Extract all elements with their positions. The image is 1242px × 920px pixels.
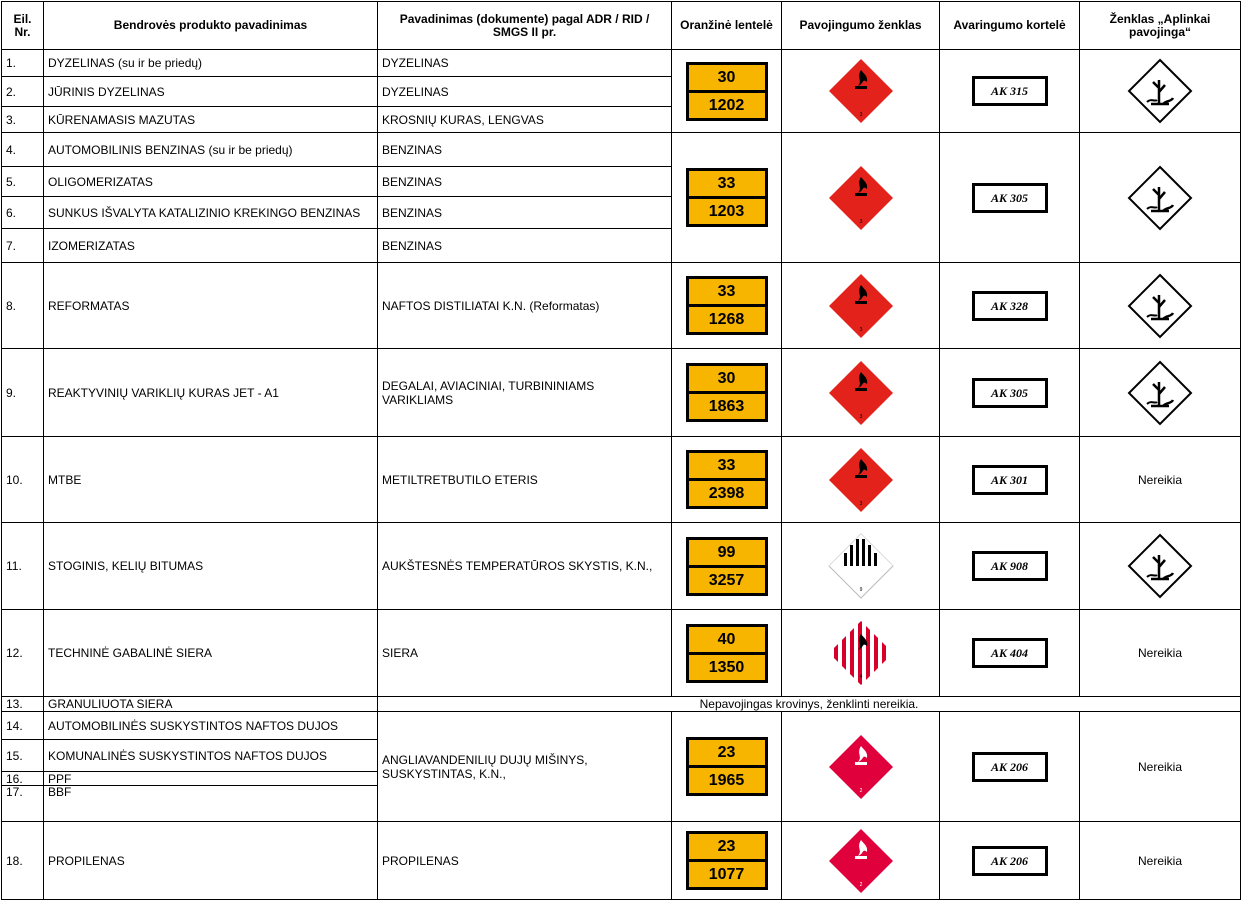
emergency-card-box: AK 328 [972,291,1048,321]
doc-name: KROSNIŲ KURAS, LENGVAS [378,107,672,133]
table-row [2,133,1241,167]
row-number: 8. [2,263,44,349]
emergency-card-box: AK 206 [972,846,1048,876]
product-name: MTBE [44,437,378,523]
orange-plate [686,168,768,227]
table-row [2,349,1241,437]
orange-plate-cell [672,133,782,263]
env-sign-not-required: Nereikia [1080,610,1241,697]
emergency-card-box: AK 305 [972,183,1048,213]
hazard-id: 30 [689,366,765,391]
hazard-id: 33 [689,453,765,478]
hazard-sign-cell [782,437,940,523]
product-name: STOGINIS, KELIŲ BITUMAS [44,523,378,610]
table-row [2,523,1241,610]
doc-name: METILTRETBUTILO ETERIS [378,437,672,523]
row-number: 9. [2,349,44,437]
product-name: PROPILENAS [44,822,378,900]
table-row [2,697,1241,712]
row-number: 7. [2,229,44,263]
doc-name: PROPILENAS [378,822,672,900]
row-number: 4. [2,133,44,167]
product-name: AUTOMOBILINIS BENZINAS (su ir be priedų) [44,133,378,167]
un-number: 1350 [689,655,765,680]
header-orange-plate: Oranžinė lentelė [672,2,782,50]
row-number: 6. [2,197,44,229]
hazard-sign-cell [782,523,940,610]
row-number: 12. [2,610,44,697]
hazard-id: 33 [689,171,765,196]
product-name: KŪRENAMASIS MAZUTAS [44,107,378,133]
flammable-liquid-icon [828,165,894,231]
header-row [2,2,1241,50]
emergency-card-box: AK 404 [972,638,1048,668]
orange-plate [686,537,768,596]
product-name: TECHNINĖ GABALINĖ SIERA [44,610,378,697]
product-name: BBF [44,786,378,822]
un-number: 1077 [689,862,765,887]
env-sign-cell [1080,50,1241,133]
hazard-class-label: 3 [859,500,862,507]
dangerous-goods-table [1,1,1241,900]
emergency-card-cell [940,263,1080,349]
un-number: 1268 [689,307,765,332]
orange-plate [686,62,768,121]
doc-name: ANGLIAVANDENILIŲ DUJŲ MIŠINYS, SUSKYSTINTAS, K.N., [378,712,672,822]
table-row [2,437,1241,523]
un-number: 2398 [689,481,765,506]
header-env-sign: Ženklas „Aplinkai pavojinga“ [1080,2,1241,50]
flammable-gas-icon [828,734,894,800]
orange-plate [686,276,768,335]
emergency-card-cell [940,822,1080,900]
emergency-card-box: AK 908 [972,551,1048,581]
orange-plate-cell [672,437,782,523]
emergency-card-cell [940,523,1080,610]
hazard-sign-cell [782,610,940,697]
flammable-liquid-icon [828,273,894,339]
environment-hazard-icon [1127,165,1193,231]
hazard-sign-cell [782,349,940,437]
row-number: 1. [2,50,44,77]
hazard-id: 23 [689,740,765,765]
row-number: 17. [2,786,44,822]
orange-plate-cell [672,610,782,697]
product-name: IZOMERIZATAS [44,229,378,263]
orange-plate-cell [672,822,782,900]
flammable-gas-icon [828,828,894,894]
product-name: PPF [44,772,378,786]
hazard-sign-cell [782,712,940,822]
hazard-class-label: 2 [859,787,862,794]
header-nr: Eil. Nr. [2,2,44,50]
environment-hazard-icon [1127,58,1193,124]
table-row [2,263,1241,349]
row-number: 11. [2,523,44,610]
hazard-class-label: 3 [859,326,862,333]
orange-plate-cell [672,50,782,133]
table-row [2,50,1241,77]
hazard-id: 40 [689,627,765,652]
row-number: 13. [2,697,44,712]
row-number: 14. [2,712,44,740]
emergency-card-cell [940,133,1080,263]
orange-plate-cell [672,349,782,437]
hazard-sign-cell [782,822,940,900]
orange-plate [686,831,768,890]
row-number: 15. [2,740,44,772]
header-doc-name: Pavadinimas (dokumente) pagal ADR / RID / SMGS II pr. [378,2,672,50]
row-number: 2. [2,77,44,107]
header-product: Bendrovės produkto pavadinimas [44,2,378,50]
emergency-card-box: AK 206 [972,752,1048,782]
hazard-class-label: 9 [859,587,862,593]
orange-plate-cell [672,523,782,610]
emergency-card-cell [940,349,1080,437]
emergency-card-cell [940,712,1080,822]
row-number: 18. [2,822,44,900]
row-number: 10. [2,437,44,523]
env-sign-not-required: Nereikia [1080,437,1241,523]
row-number: 5. [2,167,44,197]
doc-name: BENZINAS [378,197,672,229]
env-sign-not-required: Nereikia [1080,712,1241,822]
hazard-class-label: 3 [859,112,862,118]
hazard-class-label: 2 [859,881,862,888]
hazard-class-label: 3 [859,413,862,420]
product-name: AUTOMOBILINĖS SUSKYSTINTOS NAFTOS DUJOS [44,712,378,740]
environment-hazard-icon [1127,273,1193,339]
misc-dangerous-goods-icon [828,533,894,599]
un-number: 1863 [689,394,765,419]
doc-name: SIERA [378,610,672,697]
doc-name: AUKŠTESNĖS TEMPERATŪROS SKYSTIS, K.N., [378,523,672,610]
doc-name: DEGALAI, AVIACINIAI, TURBININIAMS VARIKLIAMS [378,349,672,437]
environment-hazard-icon [1127,533,1193,599]
flammable-solid-icon [828,620,894,686]
env-sign-cell [1080,523,1241,610]
flammable-liquid-icon [828,447,894,513]
un-number: 1965 [689,768,765,793]
hazard-sign-cell [782,133,940,263]
env-sign-not-required: Nereikia [1080,822,1241,900]
hazard-id: 23 [689,834,765,859]
orange-plate [686,363,768,422]
env-sign-cell [1080,133,1241,263]
product-name: JŪRINIS DYZELINAS [44,77,378,107]
table-row [2,822,1241,900]
row-number: 3. [2,107,44,133]
emergency-card-box: AK 305 [972,378,1048,408]
orange-plate [686,737,768,796]
product-name: REFORMATAS [44,263,378,349]
doc-name: DYZELINAS [378,50,672,77]
emergency-card-cell [940,50,1080,133]
header-hazard-sign: Pavojingumo ženklas [782,2,940,50]
doc-name: BENZINAS [378,229,672,263]
non-dangerous-note: Nepavojingas krovinys, ženklinti nereikia. [378,697,1241,712]
orange-plate-cell [672,263,782,349]
product-name: GRANULIUOTA SIERA [44,697,378,712]
hazard-sign-cell [782,263,940,349]
flammable-liquid-icon [828,360,894,426]
doc-name: BENZINAS [378,167,672,197]
product-name: SUNKUS IŠVALYTA KATALIZINIO KREKINGO BENZINAS [44,197,378,229]
product-name: REAKTYVINIŲ VARIKLIŲ KURAS JET - A1 [44,349,378,437]
table-row [2,712,1241,740]
doc-name: DYZELINAS [378,77,672,107]
orange-plate [686,450,768,509]
table-row [2,610,1241,697]
un-number: 3257 [689,568,765,593]
emergency-card-box: AK 301 [972,465,1048,495]
product-name: DYZELINAS (su ir be priedų) [44,50,378,77]
hazard-class-label: 3 [859,218,862,225]
env-sign-cell [1080,263,1241,349]
emergency-card-box: AK 315 [972,76,1048,106]
orange-plate [686,624,768,683]
un-number: 1203 [689,199,765,224]
emergency-card-cell [940,437,1080,523]
hazard-class-label: 4 [859,674,862,680]
emergency-card-cell [940,610,1080,697]
hazard-id: 99 [689,540,765,565]
un-number: 1202 [689,93,765,118]
header-emergency-card: Avaringumo kortelė [940,2,1080,50]
row-number: 16. [2,772,44,786]
hazard-id: 33 [689,279,765,304]
flammable-liquid-icon [828,58,894,124]
hazard-sign-cell [782,50,940,133]
env-sign-cell [1080,349,1241,437]
product-name: KOMUNALINĖS SUSKYSTINTOS NAFTOS DUJOS [44,740,378,772]
doc-name: BENZINAS [378,133,672,167]
doc-name: NAFTOS DISTILIATAI K.N. (Reformatas) [378,263,672,349]
product-name: OLIGOMERIZATAS [44,167,378,197]
orange-plate-cell [672,712,782,822]
hazard-id: 30 [689,65,765,90]
environment-hazard-icon [1127,360,1193,426]
